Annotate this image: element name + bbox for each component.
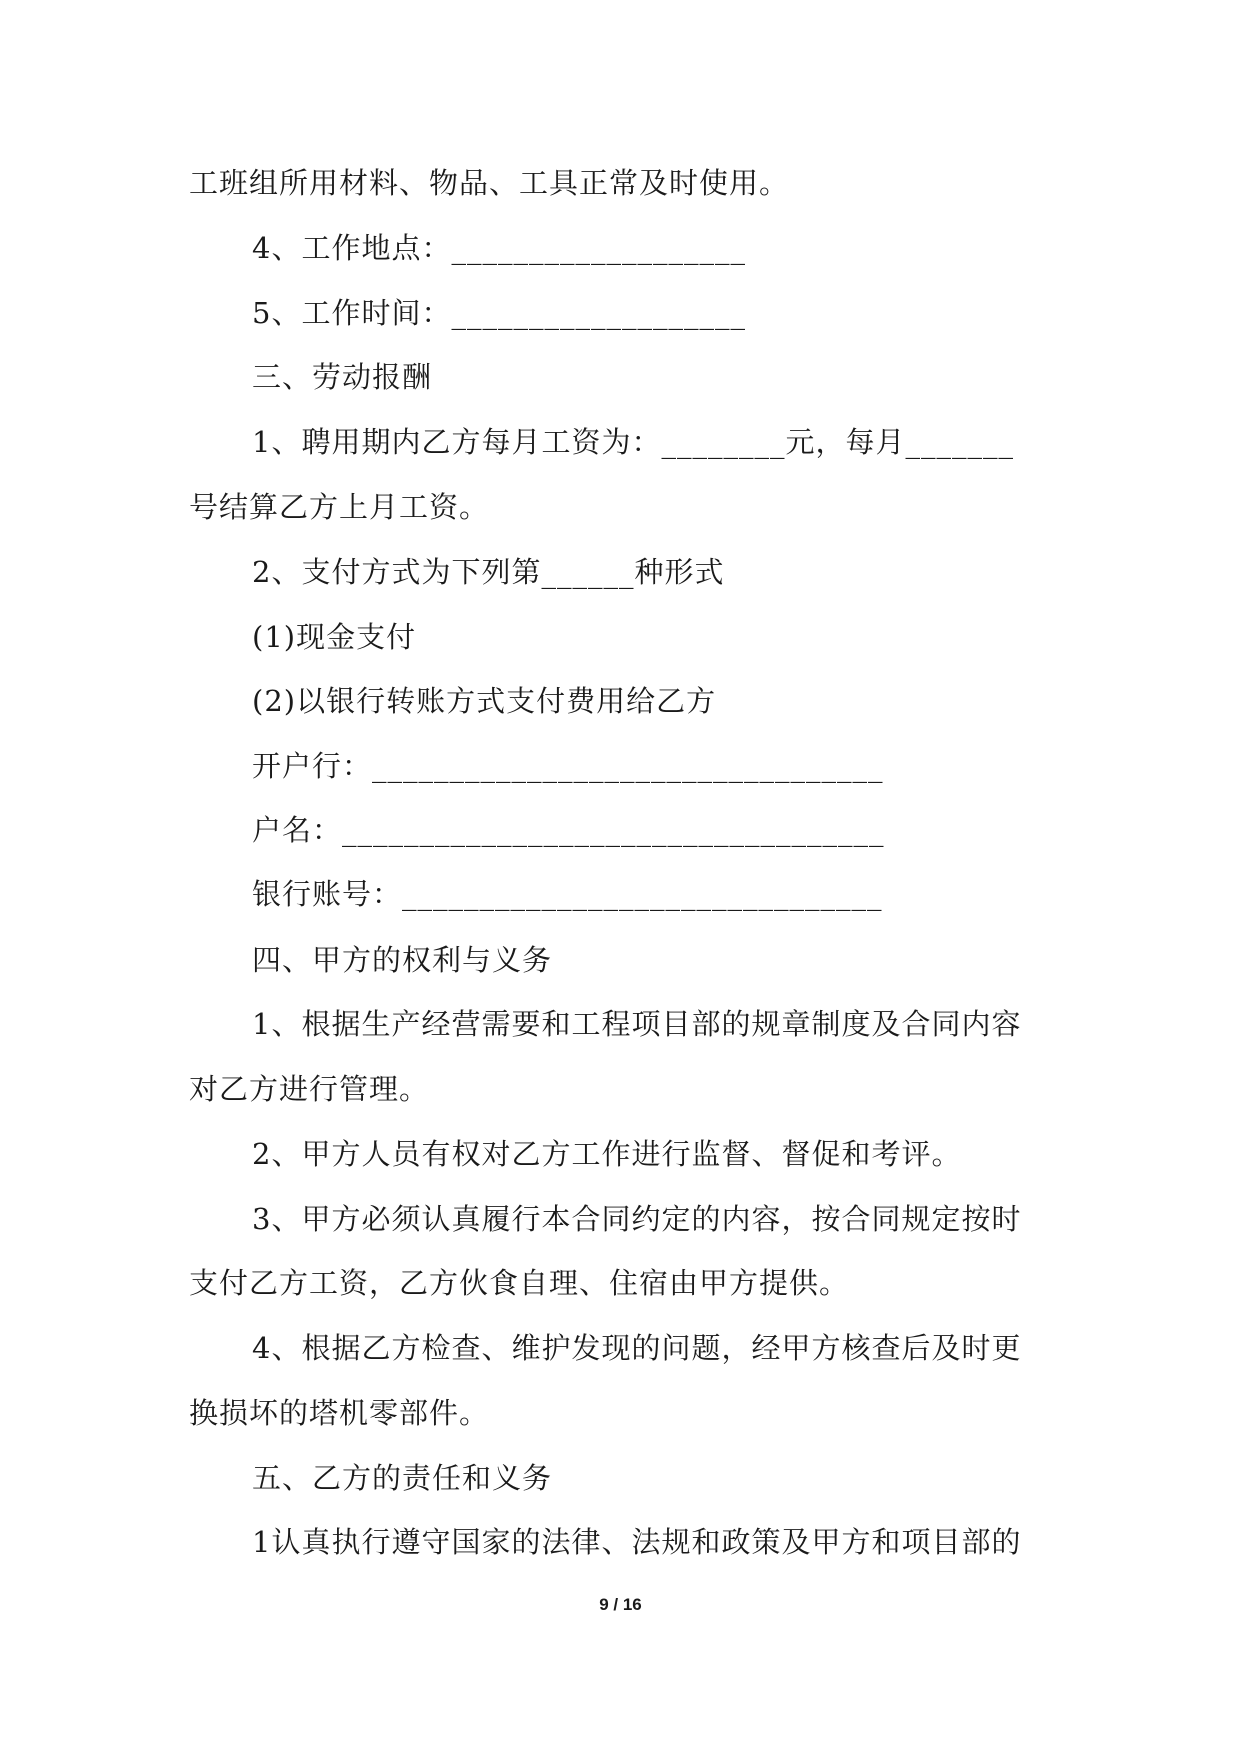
body-line: 号结算乙方上月工资。 <box>189 490 490 524</box>
section-heading-remuneration: 三、劳动报酬 <box>252 360 433 394</box>
body-line: 2、甲方人员有权对乙方工作进行监督、督促和考评。 <box>252 1137 962 1171</box>
account-name-field: 户名：___________________________________ <box>252 813 885 847</box>
body-line: 1、根据生产经营需要和工程项目部的规章制度及合同内容 <box>252 1007 1022 1041</box>
work-time-line: 5、工作时间：___________________ <box>252 296 746 330</box>
body-line: 换损坏的塔机零部件。 <box>189 1396 490 1430</box>
body-line: 1认真执行遵守国家的法律、法规和政策及甲方和项目部的 <box>252 1525 1022 1559</box>
page-number: 9 / 16 <box>599 1595 642 1614</box>
section-heading-party-b: 五、乙方的责任和义务 <box>252 1461 553 1495</box>
body-line: 工班组所用材料、物品、工具正常及时使用。 <box>189 166 790 200</box>
body-line: 4、根据乙方检查、维护发现的问题，经甲方核查后及时更 <box>252 1331 1022 1365</box>
section-heading-party-a: 四、甲方的权利与义务 <box>252 943 553 977</box>
account-number-field: 银行账号：_______________________________ <box>252 877 883 911</box>
body-line: 对乙方进行管理。 <box>189 1072 430 1106</box>
body-line: 3、甲方必须认真履行本合同约定的内容，按合同规定按时 <box>252 1202 1022 1236</box>
payment-option-bank: (2)以银行转账方式支付费用给乙方 <box>252 684 717 718</box>
work-location-line: 4、工作地点：___________________ <box>252 231 746 265</box>
body-line: 支付乙方工资，乙方伙食自理、住宿由甲方提供。 <box>189 1266 850 1300</box>
salary-line: 1、聘用期内乙方每月工资为：________元，每月_______ <box>252 425 1014 459</box>
payment-option-cash: (1)现金支付 <box>252 620 417 654</box>
payment-method-line: 2、支付方式为下列第______种形式 <box>252 555 725 589</box>
bank-name-field: 开户行：_________________________________ <box>252 749 884 783</box>
